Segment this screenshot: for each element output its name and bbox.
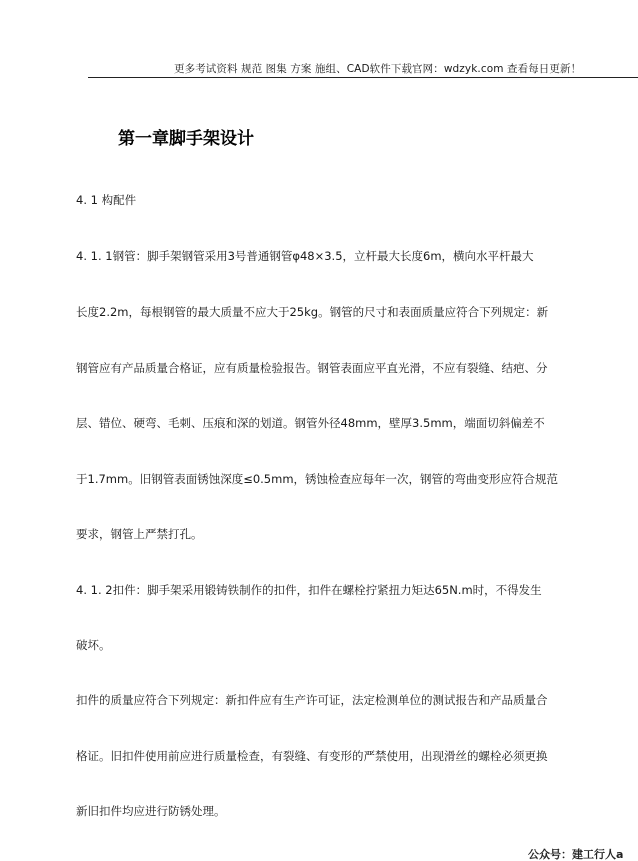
header-divider xyxy=(88,77,638,78)
section-heading-4-1: 4. 1 构配件 xyxy=(76,193,137,207)
paragraph-line: 于1.7mm。旧钢管表面锈蚀深度≤0.5mm，锈蚀检查应每年一次，钢管的弯曲变形应符合规范 xyxy=(76,472,559,486)
page-header: 更多考试资料 规范 图集 方案 施组、CAD软件下载官网：wdzyk.com 查看每日更新！ xyxy=(174,63,582,75)
paragraph-line: 层、错位、硬弯、毛刺、压痕和深的划道。钢管外径48mm，壁厚3.5mm，端面切斜偏差不 xyxy=(76,416,545,430)
paragraph-line: 格证。旧扣件使用前应进行质量检查，有裂缝、有变形的严禁使用，出现滑丝的螺栓必须更换 xyxy=(76,749,548,763)
paragraph-line: 新旧扣件均应进行防锈处理。 xyxy=(76,804,226,818)
paragraph-line: 长度2.2m，每根钢管的最大质量不应大于25kg。钢管的尺寸和表面质量应符合下列规定：新 xyxy=(76,305,549,319)
paragraph-line: 4. 1. 1钢管：脚手架钢管采用3号普通钢管φ48×3.5，立杆最大长度6m，横向水平杆最大 xyxy=(76,249,534,263)
chapter-title: 第一章脚手架设计 xyxy=(118,129,254,149)
paragraph-line: 要求，钢管上严禁打孔。 xyxy=(76,527,203,541)
paragraph-line: 钢管应有产品质量合格证，应有质量检验报告。钢管表面应平直光滑，不应有裂缝、结疤、分 xyxy=(76,361,548,375)
paragraph-line: 4. 1. 2扣件：脚手架采用锻铸铁制作的扣件，扣件在螺栓拧紧扭力矩达65N.m时，不得发生 xyxy=(76,583,542,597)
paragraph-line: 扣件的质量应符合下列规定：新扣件应有生产许可证，法定检测单位的测试报告和产品质量合 xyxy=(76,693,548,707)
footer-watermark: 公众号：建工行人a xyxy=(528,848,624,861)
paragraph-line: 破坏。 xyxy=(76,638,111,652)
